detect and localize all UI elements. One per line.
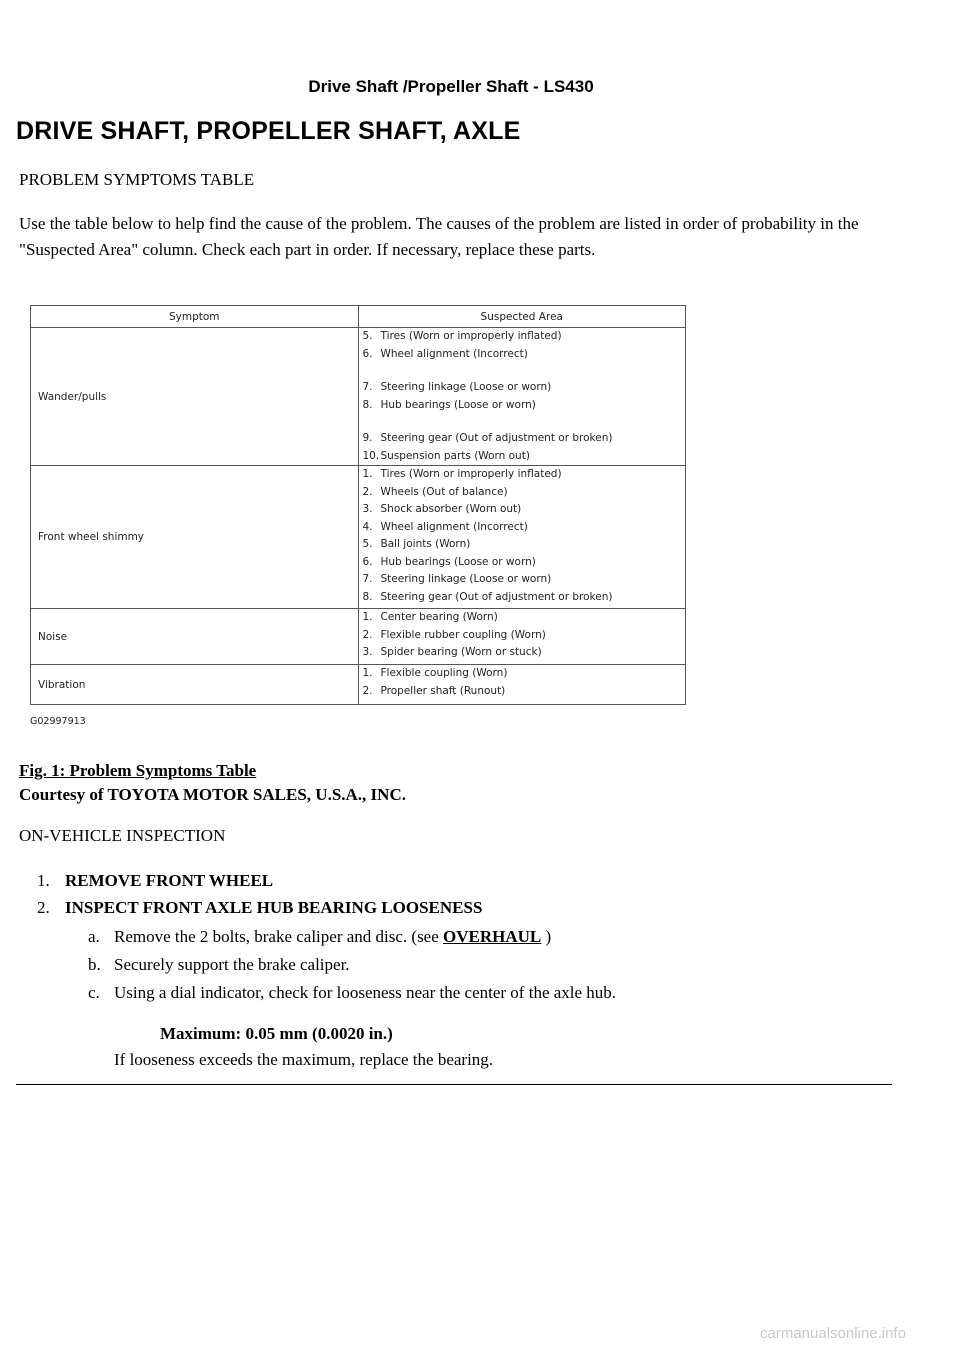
- table-header-row: [31, 306, 686, 328]
- symptom-cell: Wander/pulls: [31, 328, 359, 466]
- intro-paragraph: Use the table below to help find the cause of the problem. The causes of the problem are listed in order of probability in the "Suspected Area" column. Check each part in order. If necessary, replace these parts.: [19, 214, 859, 259]
- step-item: [37, 898, 482, 918]
- step-title: INSPECT FRONT AXLE HUB BEARING LOOSENESS: [65, 898, 483, 917]
- substep-item: [88, 927, 551, 947]
- symptom-cell: Noise: [31, 609, 359, 665]
- substep-text: Remove the 2 bolts, brake caliper and disc. (see: [114, 927, 444, 946]
- symptom-cell: Front wheel shimmy: [31, 466, 359, 609]
- list-item: 3. Shock absorber (Worn out): [362, 503, 522, 515]
- list-item: 4. Wheel alignment (Incorrect): [362, 520, 528, 533]
- substep-text: Securely support the brake caliper.: [114, 955, 350, 974]
- problem-symptoms-table: [30, 305, 686, 705]
- overhaul-link[interactable]: OVERHAUL: [443, 927, 542, 946]
- figure-caption: Fig. 1: Problem Symptoms Table: [19, 761, 257, 780]
- list-item: 9. Steering gear (Out of adjustment or broken): [362, 432, 613, 444]
- list-item: 7. Steering linkage (Loose or worn): [362, 381, 552, 393]
- list-item: 8. Steering gear (Out of adjustment or broken): [362, 590, 613, 603]
- document-title: DRIVE SHAFT, PROPELLER SHAFT, AXLE: [16, 117, 521, 145]
- step-item: [37, 871, 273, 891]
- column-header-suspected-area: Suspected Area: [358, 306, 686, 328]
- figure-code: G02997913: [30, 716, 86, 727]
- watermark: carmanualsonline.info: [760, 1325, 906, 1342]
- suspected-area-cell: [358, 328, 686, 466]
- list-item: 1. Tires (Worn or improperly inflated): [362, 468, 562, 480]
- section-heading-problem-symptoms: PROBLEM SYMPTOMS TABLE: [19, 170, 255, 189]
- list-item: 10.Suspension parts (Worn out): [362, 449, 530, 462]
- section-heading-on-vehicle-inspection: ON-VEHICLE INSPECTION: [19, 826, 226, 845]
- substep-item: [88, 983, 616, 1003]
- symptom-cell: Vibration: [31, 665, 359, 705]
- list-item: 5. Tires (Worn or improperly inflated): [362, 330, 562, 342]
- list-item: 1. Flexible coupling (Worn): [362, 667, 508, 679]
- substep-letter: a.: [88, 927, 100, 946]
- substep-text: Using a dial indicator, check for looseness near the center of the axle hub.: [114, 983, 617, 1002]
- list-item: 5. Ball joints (Worn): [362, 538, 471, 550]
- suspected-area-cell: [358, 466, 686, 609]
- note-text: If looseness exceeds the maximum, replace the bearing.: [114, 1050, 494, 1069]
- list-item: 8. Hub bearings (Loose or worn): [362, 398, 536, 411]
- suspected-area-cell: [358, 665, 686, 705]
- list-item: 6. Wheel alignment (Incorrect): [362, 347, 528, 360]
- table-row: [31, 466, 686, 609]
- substep-letter: c.: [88, 983, 100, 1002]
- maximum-spec: Maximum: 0.05 mm (0.0020 in.): [160, 1024, 393, 1043]
- table-row: [31, 328, 686, 466]
- page-header: Drive Shaft /Propeller Shaft - LS430: [308, 77, 594, 96]
- list-item: 7. Steering linkage (Loose or worn): [362, 573, 552, 585]
- column-header-symptom: Symptom: [31, 306, 359, 328]
- list-item: 2. Flexible rubber coupling (Worn): [362, 628, 546, 641]
- suspected-area-cell: [358, 609, 686, 665]
- step-title: REMOVE FRONT WHEEL: [65, 871, 274, 890]
- substep-item: [88, 955, 350, 975]
- list-item: 6. Hub bearings (Loose or worn): [362, 555, 536, 568]
- substep-letter: b.: [88, 955, 101, 974]
- step-number: 1.: [37, 871, 50, 890]
- list-item: 1. Center bearing (Worn): [362, 611, 498, 623]
- substep-text-after: ): [541, 927, 552, 946]
- table-row: [31, 665, 686, 705]
- step-number: 2.: [37, 898, 50, 917]
- courtesy-line: Courtesy of TOYOTA MOTOR SALES, U.S.A., INC.: [19, 785, 406, 804]
- list-item: 2. Wheels (Out of balance): [362, 485, 508, 498]
- list-item: 2. Propeller shaft (Runout): [362, 684, 506, 697]
- horizontal-divider: [16, 1084, 892, 1085]
- table-row: [31, 609, 686, 665]
- list-item: 3. Spider bearing (Worn or stuck): [362, 646, 542, 658]
